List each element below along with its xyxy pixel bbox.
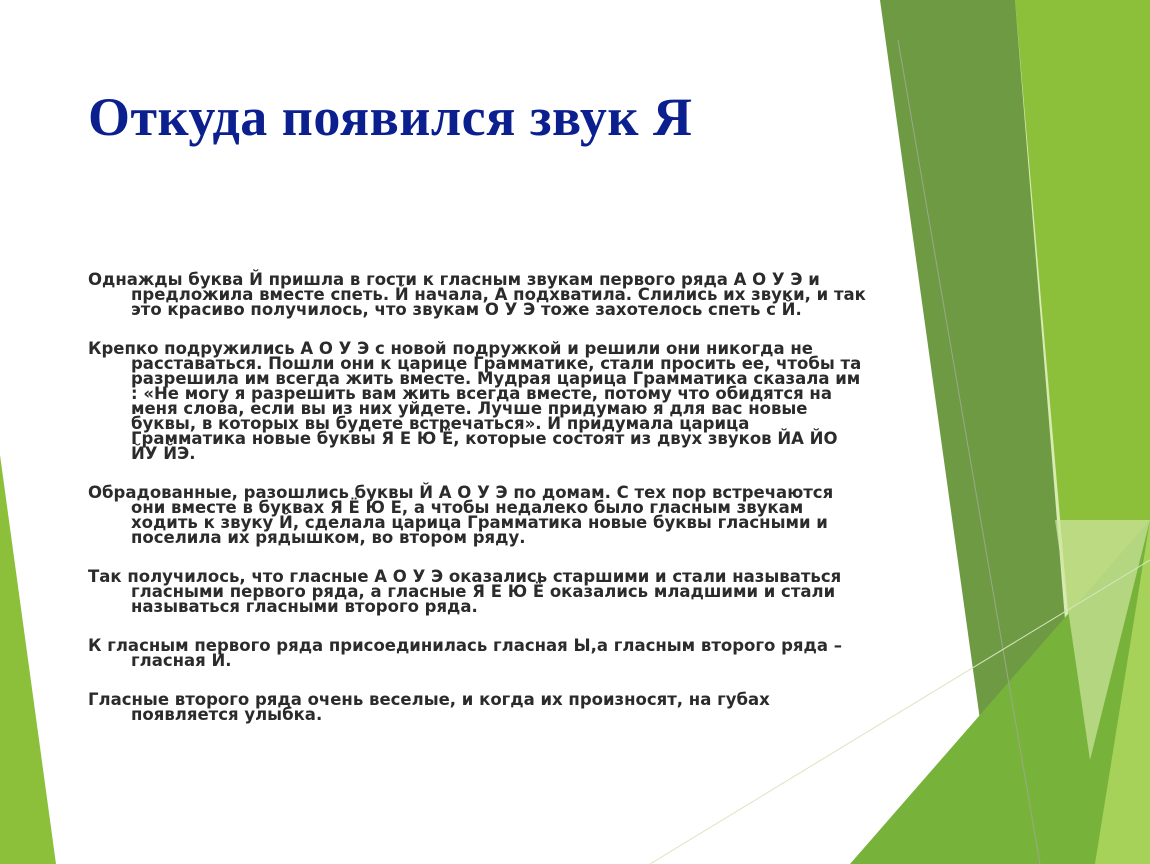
slide-body xyxy=(88,272,868,746)
decor-left-triangle xyxy=(0,455,56,864)
paragraph-2: Крепко подружились А О У Э с новой подружкой и решили они никогда не расставаться. Пошли они к царице Грамматике, стали просить ее, чтобы та разрешила им всегда жить вместе. Мудрая царица Грамматика сказала им : «Не могу я разрешить вам жить всегда вместе, потому что обидятся на меня слова, если вы из них уйдете. Лучше придумаю я для вас новые буквы, в которых вы будете встречаться». И придумала царица Грамматика новые буквы Я Е Ю Ё, которые состоят из двух звуков ЙА ЙО ЙУ ЙЭ. xyxy=(88,339,862,463)
slide-title: Откуда появился звук Я xyxy=(88,87,693,147)
paragraph-1: Однажды буква Й пришла в гости к гласным звукам первого ряда А О У Э и предложила вместе спеть. Й начала, А подхватила. Слились их звуки, и так это красиво получилось, что звукам О У Э тоже захотелось спеть с Й. xyxy=(88,270,866,319)
paragraph-3: Обрадованные, разошлись буквы Й А О У Э по домам. С тех пор встречаются они вместе в буквах Я Ё Ю Е, а чтобы недалеко было гласным звукам ходить к звуку Й, сделала царица Грамматика новые буквы гласными и поселила их рядышком, во втором ряду. xyxy=(88,483,834,547)
paragraph-5: К гласным первого ряда присоединилась гласная Ы,а гласным второго ряда – гласная И. xyxy=(88,636,842,670)
paragraph-6: Гласные второго ряда очень веселые, и когда их произносят, на губах появляется улыбка. xyxy=(88,690,770,724)
paragraph-4: Так получилось, что гласные А О У Э оказались старшими и стали называться гласными первого ряда, а гласные Я Е Ю Ё оказались младшими и стали называться гласными второго ряда. xyxy=(88,567,842,616)
